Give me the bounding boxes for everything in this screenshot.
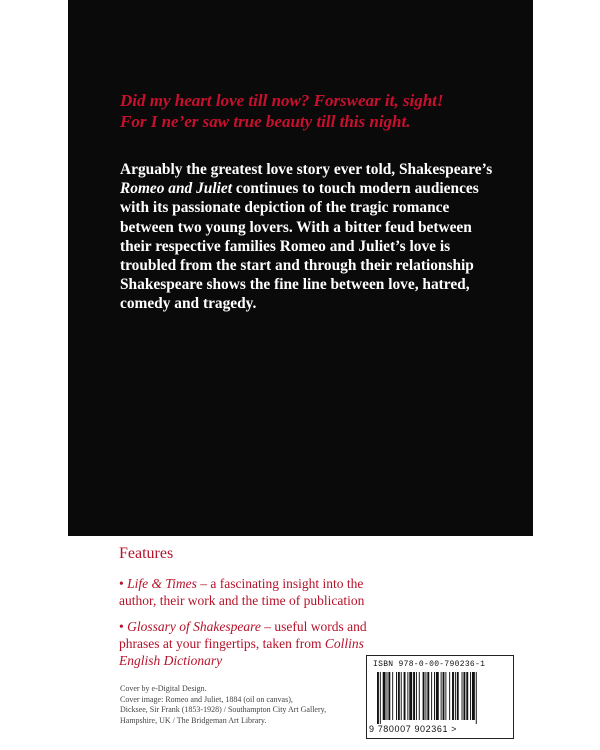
barcode-bar	[443, 672, 445, 720]
credit-line: Dicksee, Sir Frank (1853-1928) / Southampton City Art Gallery,	[120, 705, 327, 714]
blurb-line	[120, 179, 515, 198]
dictionary-name: English Dictionary	[119, 653, 223, 668]
blurb-line: their respective families Romeo and Juliet’s love is	[120, 237, 451, 255]
barcode-bar	[466, 672, 468, 720]
feature-line	[119, 575, 419, 592]
barcode-bar	[445, 672, 446, 720]
barcode-bar	[425, 672, 426, 720]
blurb-line: between two young lovers. With a bitter feud between	[120, 218, 472, 236]
barcode-bars-icon	[373, 672, 507, 724]
barcode-bar	[409, 672, 412, 720]
barcode-bar	[431, 672, 432, 720]
isbn-barcode	[366, 655, 514, 739]
feature-line: author, their work and the time of publication	[119, 593, 365, 608]
blurb-line: with its passionate depiction of the tragic romance	[120, 199, 450, 217]
cover-credits	[120, 684, 370, 726]
barcode-bar	[419, 672, 420, 720]
barcode-bar	[472, 672, 475, 720]
features-title: Features	[119, 545, 174, 562]
barcode-bar	[413, 672, 415, 720]
barcode-bar	[463, 672, 465, 720]
feature-text: – useful words and	[260, 619, 367, 634]
barcode-bar	[396, 672, 397, 720]
black-panel	[68, 0, 533, 536]
barcode-bar	[398, 672, 400, 720]
credit-line: Cover by e-Digital Design.	[120, 684, 207, 693]
barcode-bar	[416, 672, 417, 720]
blurb-line: comedy and tragedy.	[120, 295, 257, 313]
pull-quote	[120, 90, 520, 132]
feature-name: Glossary of Shakespeare	[127, 619, 261, 634]
feature-item-life-and-times	[119, 575, 419, 609]
barcode-bar	[434, 672, 435, 720]
book-back-cover	[68, 0, 533, 750]
barcode-bar	[462, 672, 463, 720]
barcode-bar	[457, 672, 459, 720]
feature-text: phrases at your fingertips, taken from	[119, 636, 325, 651]
barcode-bar	[436, 672, 439, 720]
barcode-bar	[452, 672, 454, 720]
barcode-bar	[476, 672, 477, 724]
bullet: •	[119, 576, 128, 591]
barcode-bar	[401, 672, 402, 720]
blurb-line: Shakespeare shows the fine line between love, hatred,	[120, 276, 470, 294]
feature-line	[119, 618, 419, 635]
barcode-bar	[404, 672, 406, 720]
barcode-bar	[427, 672, 429, 720]
barcode-bar	[449, 672, 450, 720]
isbn-number: ISBN 978-0-00-790236-1	[373, 660, 486, 669]
blurb-line-text: continues to touch modern audiences	[232, 180, 479, 198]
barcode-bar	[392, 672, 393, 720]
credit-line: Hampshire, UK / The Bridgeman Art Library.	[120, 715, 267, 725]
barcode-bar	[423, 672, 425, 720]
feature-line	[119, 635, 419, 652]
barcode-bar	[388, 672, 390, 720]
blurb-line: Arguably the greatest love story ever told, Shakespeare’s	[120, 161, 493, 178]
barcode-bar	[441, 672, 442, 720]
barcode-bar	[377, 672, 379, 724]
quote-line-1: Did my heart love till now? Forswear it, sight!	[120, 91, 444, 110]
barcode-digits: 9 780007 902361 >	[369, 724, 458, 734]
dictionary-name: Collins	[324, 636, 364, 651]
quote-line-2: For I ne’er saw true beauty till this night.	[120, 112, 411, 131]
bullet: •	[119, 619, 128, 634]
feature-name: Life & Times	[127, 576, 197, 591]
barcode-bar	[455, 672, 456, 720]
barcode-bar	[470, 672, 471, 720]
credit-line: Cover image: Romeo and Juliet, 1884 (oil on canvas),	[120, 694, 293, 704]
barcode-bar	[383, 672, 386, 720]
book-title-italic: Romeo and Juliet	[120, 180, 233, 198]
feature-text: – a fascinating insight into the	[196, 576, 364, 591]
blurb-line: troubled from the start and through their relationship	[120, 257, 474, 275]
barcode-bar	[407, 672, 408, 720]
barcode-bar	[380, 672, 381, 724]
barcode-bar	[387, 672, 388, 720]
blurb	[120, 160, 515, 314]
